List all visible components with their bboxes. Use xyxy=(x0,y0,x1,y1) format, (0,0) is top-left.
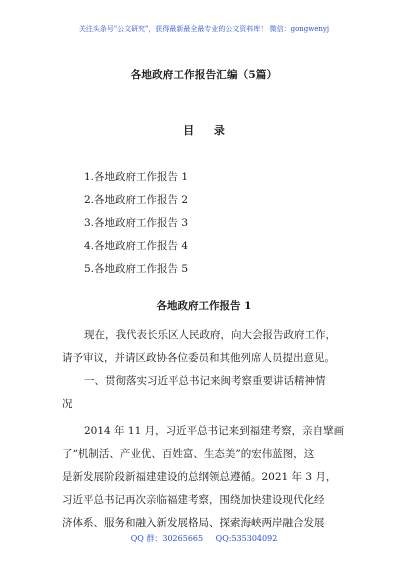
toc-heading: 目 录 xyxy=(183,124,233,137)
footer-contact xyxy=(0,533,408,544)
toc-item: 4.各地政府工作报告 4 xyxy=(84,240,189,252)
body-text-line: 况 xyxy=(62,398,73,410)
body-text-line: 现在，我代表长乐区人民政府，向大会报告政府工作， xyxy=(84,329,336,341)
toc-item: 1.各地政府工作报告 1 xyxy=(84,171,189,183)
header-notice: 关注头条号"公文研究"，获得最新最全最专业的公文资料库！ 微信：gongwenyj xyxy=(78,25,330,33)
document-title: 各地政府工作报告汇编（5篇） xyxy=(130,69,278,81)
body-text-line: 是新发展阶段新福建建设的总纲领总遵循。2021 年 3 月， xyxy=(62,471,337,483)
section-title: 各地政府工作报告 1 xyxy=(156,300,252,312)
body-text-line: 一、贯彻落实习近平总书记来闽考察重要讲话精神情 xyxy=(84,375,326,387)
body-text-line: 请予审议，并请区政协各位委员和其他列席人员提出意见。 xyxy=(62,352,335,364)
qq-number: QQ:535304092 xyxy=(215,534,278,543)
qq-group-number: QQ 群：30265665 xyxy=(130,534,204,543)
body-text-line: 习近平总书记再次亲临福建考察，围绕加快建设现代化经 xyxy=(62,494,325,506)
toc-item: 5.各地政府工作报告 5 xyxy=(84,263,189,275)
toc-item: 2.各地政府工作报告 2 xyxy=(84,194,189,206)
toc-item: 3.各地政府工作报告 3 xyxy=(84,217,189,229)
body-text-line: 济体系、服务和融入新发展格局、探索海峡两岸融合发展 xyxy=(62,517,325,529)
table-of-contents xyxy=(84,166,188,281)
body-text-line: 2014 年 11 月，习近平总书记来到福建考察，亲自擘画 xyxy=(84,425,345,437)
body-text-line: 了“机制活、产业优、百姓富、生态美”的宏伟蓝图，这 xyxy=(62,448,315,460)
